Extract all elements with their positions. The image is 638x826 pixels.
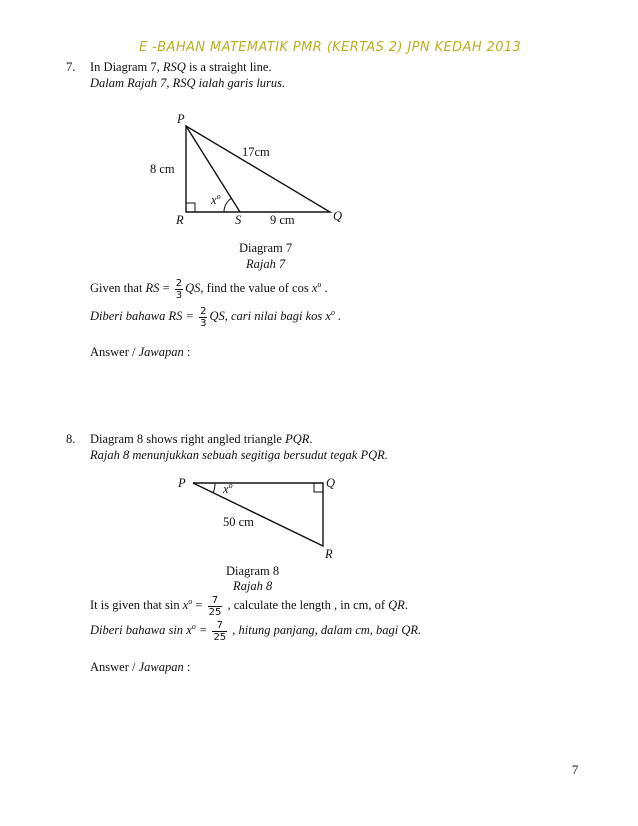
label-17cm: 17cm xyxy=(242,145,270,159)
q8-answer-label xyxy=(90,660,190,675)
q7-diberi-eq: = xyxy=(182,309,198,324)
label-q-8: Q xyxy=(326,476,336,490)
angle-deg-8: o xyxy=(228,481,233,490)
q8-answer-colon: : xyxy=(183,660,191,674)
label-q-7: Q xyxy=(333,209,343,223)
q8-diberi-eq: = xyxy=(195,623,211,638)
q7-diberi-deg: o xyxy=(330,308,335,317)
diagram-7-caption-en: Diagram 7 xyxy=(239,241,293,255)
q8-statement-var: PQR xyxy=(285,432,310,446)
diagram-7-caption-ms: Rajah 7 xyxy=(246,257,286,271)
q8-statement-post: . xyxy=(309,432,313,446)
q8-given-post: , calculate the length , in cm, of xyxy=(224,598,389,613)
q8-fraction-en xyxy=(208,595,223,618)
q7-statement-pre: In Diagram 7, xyxy=(90,60,163,74)
q7-diberi-pre: Diberi bahawa xyxy=(90,309,169,324)
q7-answer-ms: Jawapan xyxy=(138,345,184,359)
q7-statement-post: is a straight line. xyxy=(185,60,272,74)
angle-x-8: x xyxy=(223,482,229,497)
q8-statement-pre: Diagram 8 shows right angled triangle xyxy=(90,432,286,446)
q7-given-eq: = xyxy=(159,281,173,296)
q8-frac-num-en: 7 xyxy=(208,595,223,607)
q8-diberi-pre: Diberi bahawa sin xyxy=(90,623,187,638)
q7-given-x: x xyxy=(311,281,318,296)
q8-answer-ms: Jawapan xyxy=(138,660,184,674)
q8-frac-den-en: 25 xyxy=(208,606,222,618)
right-angle-mark-8 xyxy=(314,483,323,492)
q7-given-deg: o xyxy=(317,280,322,289)
q8-given-qr: QR xyxy=(388,598,405,613)
q8-given-pre: It is given that sin xyxy=(90,598,183,613)
q7-given-qs: QS, xyxy=(185,281,204,296)
label-p-8: P xyxy=(178,476,186,490)
label-r-7: R xyxy=(176,213,184,227)
q7-statement-var: RSQ xyxy=(162,60,186,74)
label-angle-x-8 xyxy=(223,481,233,497)
q7-frac-den-ms: 3 xyxy=(200,317,207,329)
q7-given-mid: find the value of cos xyxy=(203,281,312,296)
q7-diberi-end: . xyxy=(334,309,342,324)
q7-answer-colon: : xyxy=(183,345,191,359)
angle-arc-x-8 xyxy=(213,483,215,493)
q8-diberi-post: , hitung panjang, dalam cm, bagi QR. xyxy=(229,623,422,638)
angle-x-7: x xyxy=(211,193,217,208)
page-header: E -BAHAN MATEMATIK PMR (KERTAS 2) JPN KEDAH 2013 xyxy=(139,40,522,55)
q7-answer-en: Answer / xyxy=(90,345,139,359)
q7-given-rs: RS xyxy=(145,281,160,296)
diagram-8-caption-en: Diagram 8 xyxy=(226,564,280,578)
label-p-7: P xyxy=(177,112,185,126)
q8-given-deg: o xyxy=(188,597,193,606)
q8-fraction-ms xyxy=(212,620,227,643)
label-r-8: R xyxy=(325,547,333,561)
q7-given-end: . xyxy=(321,281,328,296)
q8-statement-ms: Rajah 8 menunjukkan sebuah segitiga bersudut tegak PQR. xyxy=(90,448,388,462)
q8-number: 8. xyxy=(66,432,76,446)
label-8cm: 8 cm xyxy=(150,162,175,176)
q8-given-x: x xyxy=(182,598,189,613)
q8-given-eq: = xyxy=(192,598,206,613)
q7-number: 7. xyxy=(66,60,76,74)
q7-frac-den-en: 3 xyxy=(175,289,183,301)
q7-given-pre: Given that xyxy=(90,281,146,296)
q8-given-end: . xyxy=(404,598,408,613)
angle-deg-7: o xyxy=(216,192,221,201)
q7-diberi-rs: RS xyxy=(168,309,183,324)
q7-statement-ms: Dalam Rajah 7, RSQ ialah garis lurus. xyxy=(90,76,286,90)
label-9cm: 9 cm xyxy=(270,213,295,227)
q8-diberi-x: x xyxy=(186,623,192,638)
triangle-pqr-8 xyxy=(193,483,323,546)
q8-answer-en: Answer / xyxy=(90,660,139,674)
q7-frac-num-ms: 2 xyxy=(200,305,207,317)
q8-given-en xyxy=(90,592,408,618)
q8-frac-den-ms: 25 xyxy=(213,631,227,643)
q7-diberi-post: QS, cari nilai bagi kos x xyxy=(209,309,331,324)
diagram-8-caption-ms: Rajah 8 xyxy=(233,579,273,593)
label-s-7: S xyxy=(235,213,242,227)
page-number: 7 xyxy=(572,763,579,777)
q7-frac-num-en: 2 xyxy=(175,277,183,289)
q8-diberi-deg: o xyxy=(191,622,196,631)
q8-frac-num-ms: 7 xyxy=(212,620,227,632)
label-50cm: 50 cm xyxy=(223,515,254,529)
q8-given-ms xyxy=(90,617,421,643)
